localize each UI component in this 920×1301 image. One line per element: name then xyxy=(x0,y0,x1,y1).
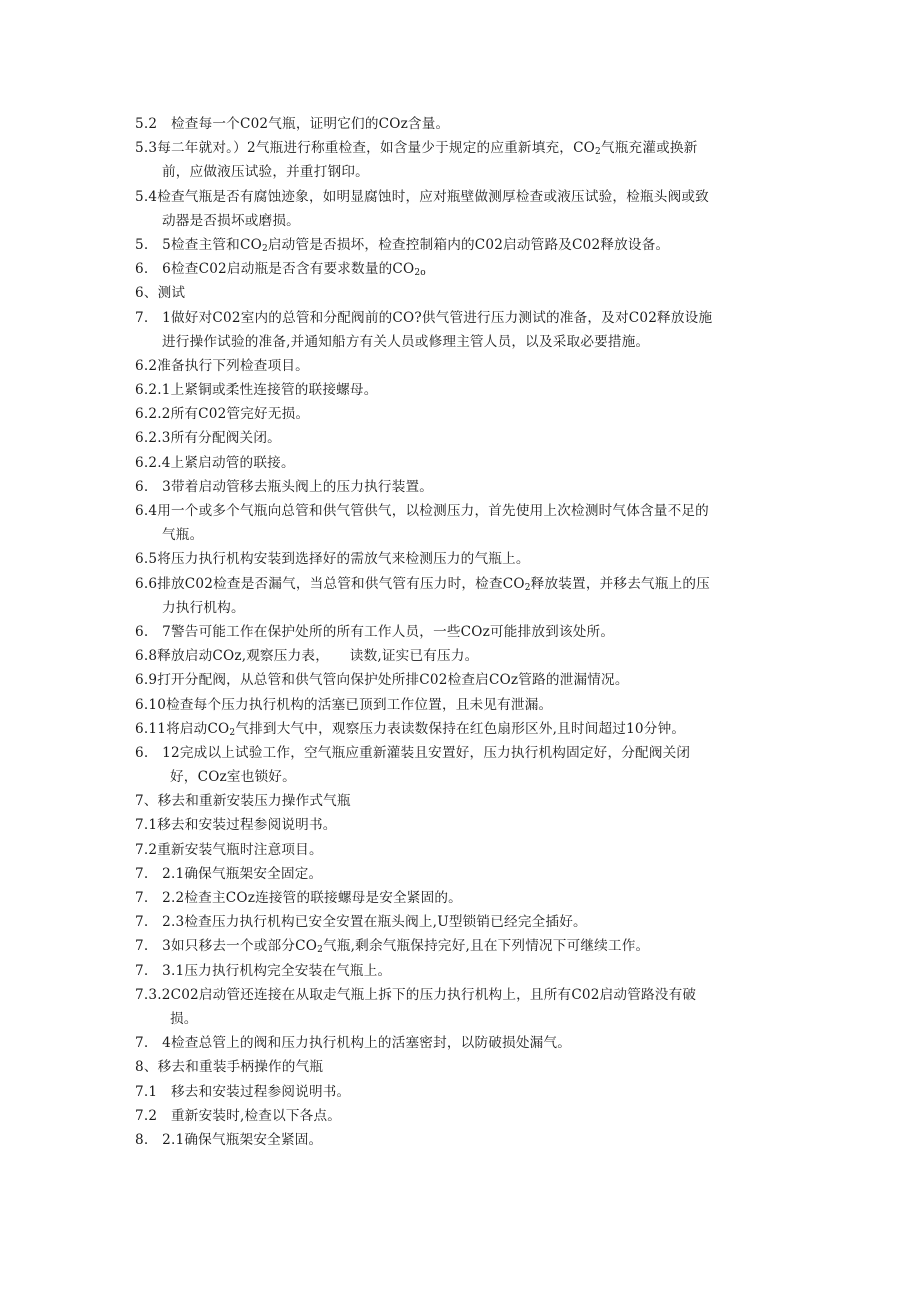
paragraph-line: 6. 6检查C02启动瓶是否含有要求数量的$CO_{2o}$ xyxy=(135,261,426,279)
paragraph-line: 力执行机构。 xyxy=(162,599,245,616)
paragraph-line: 6. 3带着启动管移去瓶头阀上的压力执行装置。 xyxy=(135,478,434,495)
paragraph-line: 6.4用一个或多个气瓶向总管和供气管供气，以检测压力，首先使用上次检测时气体含量不足的 xyxy=(135,503,709,519)
paragraph-line: 6.2准备执行下列检查项目。 xyxy=(135,357,309,374)
paragraph-line: 7. 2.3检查压力执行机构已安全安置在瓶头阀上,U型锁销已经完全插好。 xyxy=(135,914,587,931)
paragraph-line: 损。 xyxy=(170,1010,198,1027)
section-heading: 7、移去和重新安装压力操作式气瓶 xyxy=(135,793,351,810)
paragraph-line: 8. 2.1确保气瓶架安全紧固。 xyxy=(135,1131,323,1148)
paragraph-line: 6.8释放启动COz,观察压力表， 读数,证实已有压力。 xyxy=(135,648,479,665)
paragraph-line: 6.2.4上紧启动管的联接。 xyxy=(135,454,295,471)
paragraph-line: 6.11将启动$CO_2$气排到大气中，观察压力表读数保持在红色扇形区外,且时间超过10分钟。 xyxy=(135,720,686,738)
paragraph-line: 7. 2.2检查主COz连接管的联接螺母是安全紧固的。 xyxy=(135,890,462,906)
paragraph-line: 6. 7警告可能工作在保护处所的所有工作人员，一些COz可能排放到该处所。 xyxy=(135,623,615,640)
paragraph-line: 6.10检查每个压力执行机构的活塞已顶到工作位置，且未见有泄漏。 xyxy=(135,696,553,713)
section-heading: 8、移去和重装手柄操作的气瓶 xyxy=(135,1059,324,1076)
paragraph-line: 前，应做液压试验，并重打钢印。 xyxy=(162,164,369,181)
paragraph-line: 7. 4检查总管上的阀和压力执行机构上的活塞密封，以防破损处漏气。 xyxy=(135,1035,572,1052)
paragraph-line: 6.2.1上紧铜或柔性连接管的联接螺母。 xyxy=(135,382,378,399)
paragraph-line: 7. 2.1确保气瓶架安全固定。 xyxy=(135,865,323,882)
paragraph-line: 7. 3如只移去一个或部分$CO_2$气瓶,剩余气瓶保持完好,且在下列情况下可继续工作。 xyxy=(135,938,650,956)
paragraph-line: 5.3每二年就对。）2气瓶进行称重检查，如含量少于规定的应重新填充，$CO_2$气瓶充灌或换新 xyxy=(135,140,698,158)
paragraph-line: 7.2重新安装气瓶时注意项目。 xyxy=(135,841,323,858)
paragraph-line: 动器是否损坏或磨损。 xyxy=(162,212,300,229)
paragraph-line: 5.2 检查每一个C02气瓶，证明它们的COz含量。 xyxy=(135,116,450,132)
paragraph-line: 6.5将压力执行机构安装到选择好的需放气来检测压力的气瓶上。 xyxy=(135,551,530,568)
paragraph-line: 6. 12完成以上试验工作，空气瓶应重新灌装且安置好，压力执行机构固定好，分配阀关闭 xyxy=(135,744,691,761)
paragraph-line: 6.2.3所有分配阀关闭。 xyxy=(135,430,281,447)
paragraph-line: 7.1移去和安装过程参阅说明书。 xyxy=(135,817,337,834)
paragraph-line: 好，COz室也锁好。 xyxy=(170,769,296,786)
paragraph-line: 7. 3.1压力执行机构完全安装在气瓶上。 xyxy=(135,962,392,979)
paragraph-line: 7. 1做好对C02室内的总管和分配阀前的CO?供气管进行压力测试的准备，及对C02释放设施 xyxy=(135,309,713,326)
paragraph-line: 5.4检查气瓶是否有腐蚀迹象，如明显腐蚀时，应对瓶壁做测厚检查或液压试验，检瓶头阀或致 xyxy=(135,188,709,205)
paragraph-line: 6.6排放C02检查是否漏气，当总管和供气管有压力时，检查$CO_2$释放装置，并移去气瓶上的压 xyxy=(135,575,710,593)
paragraph-line: 5. 5检查主管和$CO_2$启动管是否损坏，检查控制箱内的C02启动管路及C02释放设备。 xyxy=(135,236,670,254)
section-heading: 6、测试 xyxy=(135,285,186,302)
paragraph-line: 进行操作试验的准备,并通知船方有关人员或修理主管人员，以及采取必要措施。 xyxy=(162,333,650,350)
paragraph-line: 7.2 重新安装时,检查以下各点。 xyxy=(135,1107,342,1124)
paragraph-line: 气瓶。 xyxy=(162,527,204,544)
paragraph-line: 6.2.2所有C02管完好无损。 xyxy=(135,406,310,423)
paragraph-line: 7.1 移去和安装过程参阅说明书。 xyxy=(135,1083,351,1100)
paragraph-line: 6.9打开分配阀，从总管和供气管向保护处所排C02检查启COz管路的泄漏情况。 xyxy=(135,672,629,689)
document-body xyxy=(135,112,790,1152)
paragraph-line: 7.3.2C02启动管还连接在从取走气瓶上拆下的压力执行机构上，且所有C02启动管路没有破 xyxy=(135,986,697,1003)
